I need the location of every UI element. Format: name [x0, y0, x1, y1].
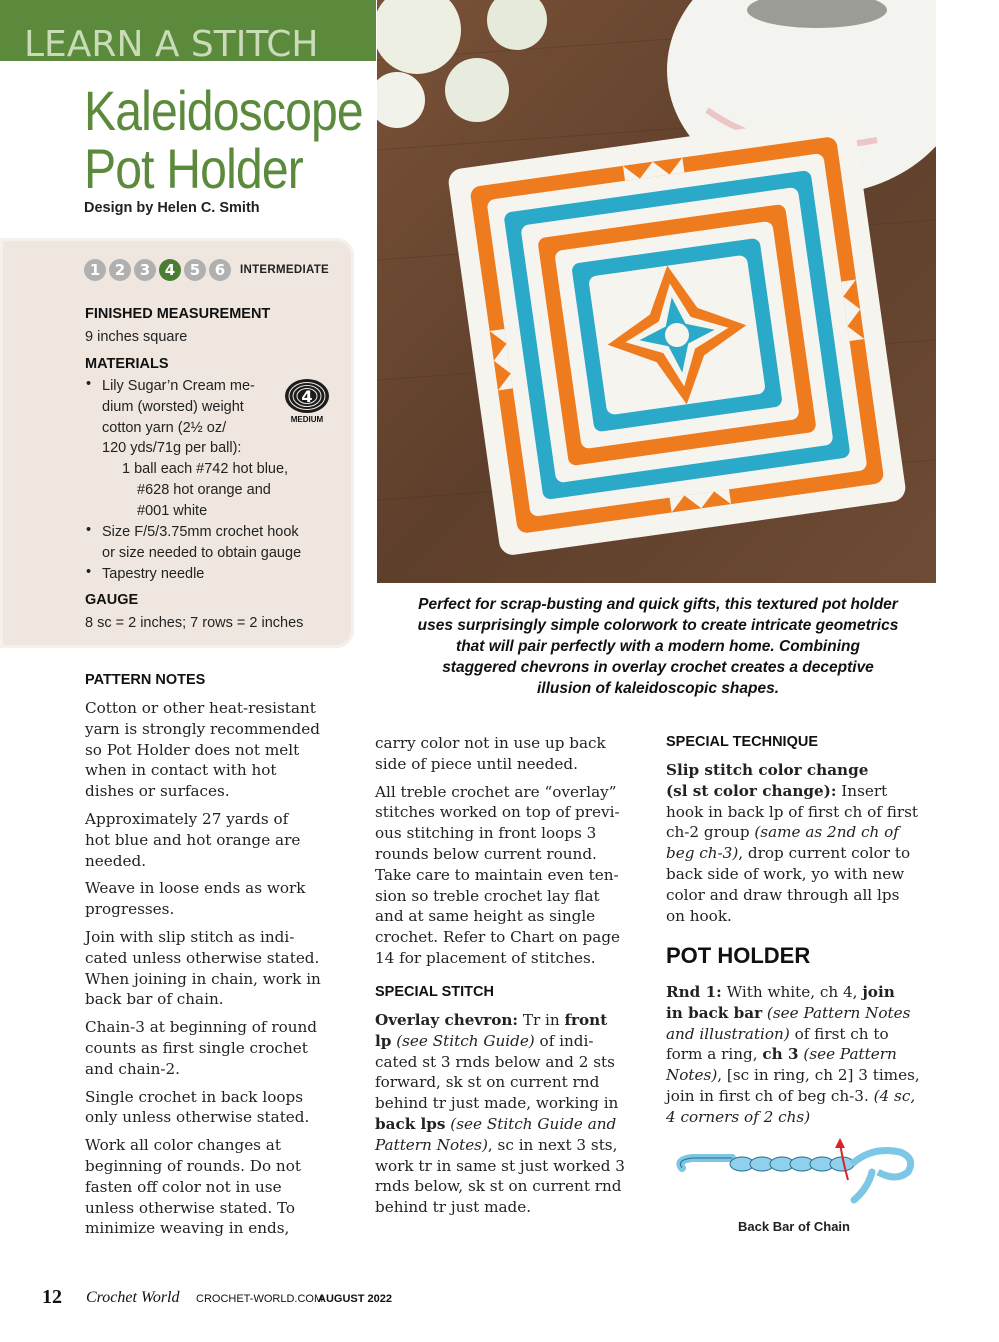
special-technique-heading: SPECIAL TECHNIQUE	[666, 734, 819, 750]
yarn-weight-label: MEDIUM	[290, 415, 324, 424]
column-2-body	[375, 733, 655, 976]
title-line-1: Kaleidoscope	[84, 79, 363, 142]
issue-date: AUGUST 2022	[318, 1293, 392, 1305]
yarn-weight-number: 4	[301, 387, 313, 406]
materials-heading: MATERIALS	[85, 356, 169, 372]
gauge-heading: GAUGE	[85, 592, 139, 608]
photo-caption: Perfect for scrap-busting and quick gifts, this textured pot holder uses surprisingly simple colorwork to create intricate geometrics that will pair perfectly with a modern home. Combining staggered chevrons in overlay crochet creates a deceptive illusion of kaleidoscopic shapes.	[417, 596, 899, 697]
article-title	[84, 79, 363, 200]
section-label: LEARN A STITCH	[24, 24, 319, 65]
note-paragraph: Work all color changes at beginning of rounds. Do not fasten off color not in use unless otherwise stated. To minimize weaving in ends,	[85, 1136, 301, 1238]
note-paragraph: Approximately 27 yards of hot blue and hot orange are needed.	[85, 809, 301, 870]
skill-level-1: 1	[84, 259, 106, 281]
round-1-instructions: Rnd 1: With white, ch 4, join in back bar (see Pattern Notes and illustration) of first ch to form a ring, ch 3 (see Pattern Notes), [sc in ring, ch 2] 3 times, join in first ch of beg ch-3. (4 sc, 4 corners of 2 chs)	[666, 983, 920, 1126]
note-paragraph: Cotton or other heat-resistant yarn is strongly recommended so Pot Holder does not melt when in contact with hot dishes or surfaces.	[85, 699, 320, 801]
slip-stitch-color-change-definition: Slip stitch color change (sl st color change): Insert hook in back lp of first ch of first ch-2 group (same as 2nd ch of beg ch-3), drop current color to back side of work, yo with new color and draw through all lps on hook.	[666, 761, 918, 925]
note-paragraph: Chain-3 at beginning of round counts as first single crochet and chain-2.	[85, 1018, 318, 1078]
note-paragraph: Single crochet in back loops only unless otherwise stated.	[85, 1087, 310, 1127]
skill-level-3: 3	[134, 259, 156, 281]
pot-holder	[447, 113, 907, 556]
skill-level-indicator	[84, 258, 234, 282]
skill-level-label: INTERMEDIATE	[240, 264, 329, 276]
figure-caption: Back Bar of Chain	[738, 1219, 850, 1234]
magazine-name: Crochet World	[86, 1289, 180, 1306]
measurement-heading: FINISHED MEASUREMENT	[85, 306, 271, 322]
bullet-icon: •	[86, 522, 92, 538]
materials-colors: 1 ball each #742 hot blue, #628 hot orange and #001 white	[122, 461, 289, 519]
skill-level-2: 2	[109, 259, 131, 281]
skill-level-4-active: 4	[159, 259, 181, 281]
skill-level-5: 5	[184, 259, 206, 281]
back-bar-of-chain-illustration	[672, 1138, 924, 1208]
materials-needle: Tapestry needle	[102, 566, 205, 582]
overlay-note: All treble crochet are “overlay” stitches worked on top of previ- ous stitching in front loops 3 rounds below current round. Take care to maintain even ten- sion so treble crochet lay flat and at same height as single crochet. Refer to Chart on page 14 for placement of stitches.	[375, 782, 621, 967]
pattern-notes-body	[85, 698, 360, 1246]
overlay-chevron-definition: Overlay chevron: Tr in front lp (see Stitch Guide) of indi- cated st 3 rnds below and 2 sts forward, sk st on current rnd behind tr just made, working in back lps (see Stitch Guide and Pattern Notes), sc in next 3 sts, work tr in same st just worked 3 rnds below, sk st on current rnd behind tr just made.	[375, 1011, 625, 1217]
gauge-value: 8 sc = 2 inches; 7 rows = 2 inches	[85, 615, 304, 631]
measurement-value: 9 inches square	[85, 329, 188, 345]
bullet-icon: •	[86, 376, 92, 392]
note-paragraph: Join with slip stitch as indi- cated unless otherwise stated. When joining in chain, work in back bar of chain.	[85, 927, 321, 1009]
materials-hook: Size F/5/3.75mm crochet hook or size needed to obtain gauge	[102, 524, 302, 561]
pot-holder-heading: POT HOLDER	[666, 943, 811, 968]
yarn-weight-icon	[282, 378, 336, 424]
pot-holder-photo	[377, 0, 936, 583]
special-stitch-heading: SPECIAL STITCH	[375, 984, 494, 1000]
title-line-2: Pot Holder	[84, 137, 303, 200]
magazine-url: CROCHET-WORLD.COM	[196, 1293, 324, 1305]
pattern-notes-heading: PATTERN NOTES	[85, 672, 206, 688]
note-paragraph: Weave in loose ends as work progresses.	[85, 879, 306, 919]
page-number: 12	[42, 1286, 62, 1308]
skill-level-6: 6	[209, 259, 231, 281]
materials-yarn: Lily Sugar’n Cream me- dium (worsted) weight cotton yarn (2½ oz/ 120 yds/71g per ball):	[102, 378, 255, 457]
bullet-icon: •	[86, 564, 92, 580]
byline: Design by Helen C. Smith	[84, 200, 260, 216]
notes-continued: carry color not in use up back side of piece until needed.	[375, 734, 606, 773]
